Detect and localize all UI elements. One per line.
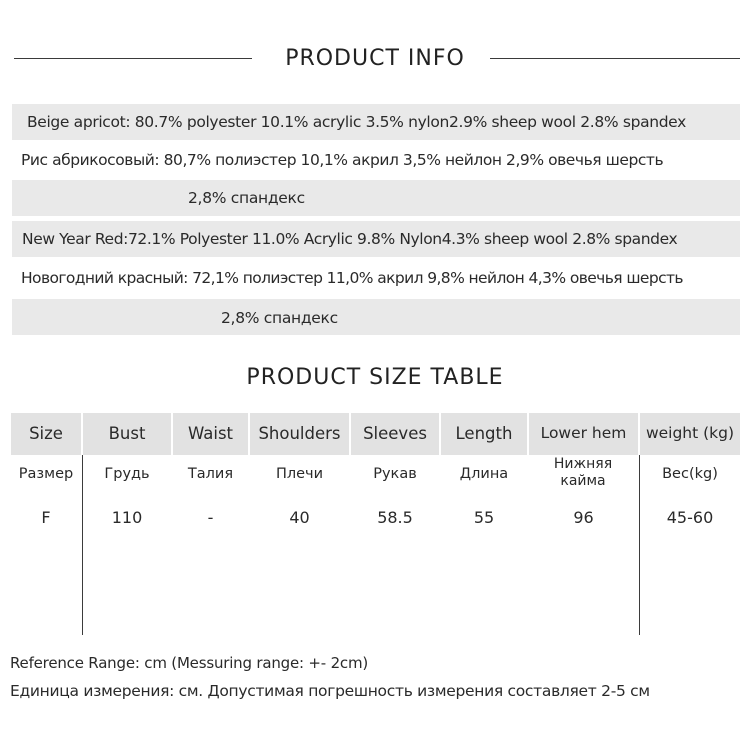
info-band-4	[12, 299, 740, 335]
header-ru-lower-hem: Нижняя кайма	[553, 456, 613, 489]
info-line-beige-ru-cont: 2,8% спандекс	[188, 189, 305, 207]
measurement-unit-note-ru: Единица измерения: см. Допустимая погрешность измерения составляет 2-5 см	[10, 682, 650, 700]
product-info-heading: PRODUCT INFO	[285, 46, 465, 71]
info-line-beige-ru: Рис абрикосовый: 80,7% полиэстер 10,1% акрил 3,5% нейлон 2,9% овечья шерсть	[21, 151, 664, 169]
header-ru-waist: Талия	[187, 466, 234, 482]
info-band-2	[12, 180, 740, 216]
header-ru-weight: Вес(kg)	[662, 466, 718, 482]
header-waist: Waist	[187, 424, 234, 443]
header-shoulders: Shoulders	[258, 424, 341, 443]
header-lower-hem: Lower hem	[540, 424, 627, 442]
header-ru-shoulders: Плечи	[275, 466, 324, 482]
heading-rule-right	[490, 58, 740, 59]
table-cell-waist: -	[207, 508, 214, 527]
size-table-heading: PRODUCT SIZE TABLE	[246, 365, 504, 390]
header-bust: Bust	[108, 424, 146, 443]
table-cell-size: F	[41, 508, 51, 527]
header-weight: weight (kg)	[645, 424, 735, 442]
header-ru-size: Размер	[18, 466, 74, 482]
table-cell-length: 55	[473, 508, 495, 527]
header-size: Size	[29, 424, 63, 443]
header-sleeves: Sleeves	[363, 424, 427, 443]
header-length: Length	[455, 424, 513, 443]
table-cell-bust: 110	[111, 508, 143, 527]
table-cell-weight: 45-60	[666, 508, 714, 527]
header-ru-sleeves: Рукав	[373, 466, 417, 482]
info-line-beige-en: Beige apricot: 80.7% polyester 10.1% acrylic 3.5% nylon2.9% sheep wool 2.8% spandex	[27, 113, 686, 131]
table-cell-lower-hem: 96	[573, 508, 594, 527]
info-line-red-ru-cont: 2,8% спандекс	[221, 309, 338, 327]
size-table	[11, 413, 740, 635]
table-cell-sleeves: 58.5	[377, 508, 413, 527]
info-line-red-ru: Новогодний красный: 72,1% полиэстер 11,0% акрил 9,8% нейлон 4,3% овечья шерсть	[21, 269, 683, 287]
table-cell-shoulders: 40	[289, 508, 310, 527]
header-ru-bust: Грудь	[104, 466, 150, 482]
header-ru-length: Длина	[459, 466, 509, 482]
info-line-red-en: New Year Red:72.1% Polyester 11.0% Acrylic 9.8% Nylon4.3% sheep wool 2.8% spandex	[22, 230, 678, 248]
reference-range-note: Reference Range: cm (Messuring range: +- 2cm)	[10, 654, 369, 672]
